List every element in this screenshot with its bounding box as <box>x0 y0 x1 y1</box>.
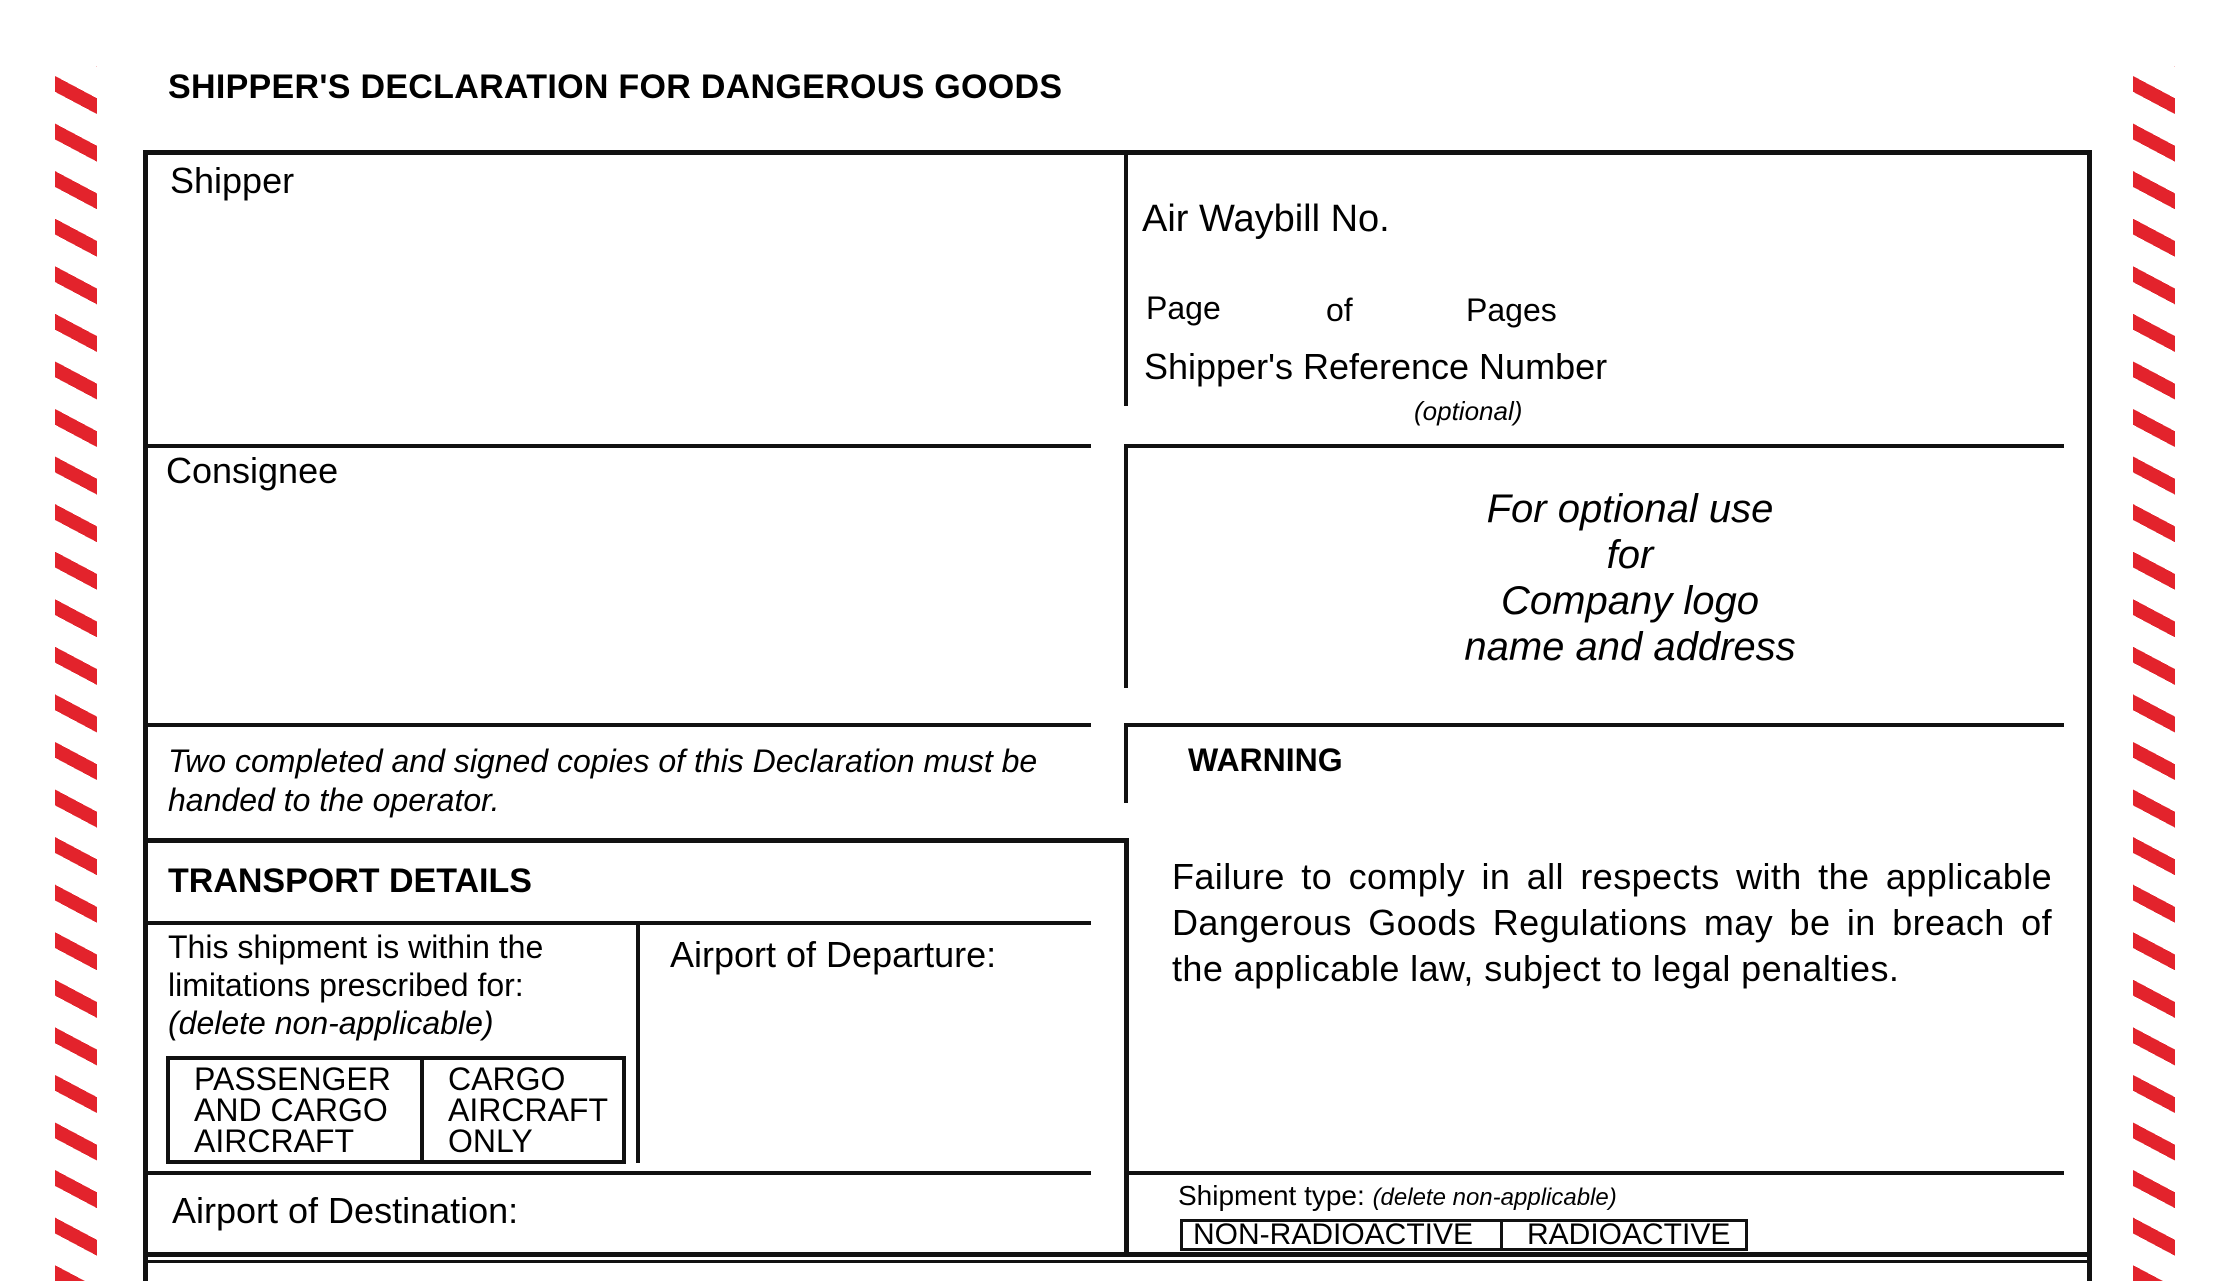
option-line: CARGO <box>448 1061 566 1097</box>
shipper-reference-note: (optional) <box>1414 396 1523 426</box>
option-line: AIRCRAFT <box>194 1123 354 1159</box>
aircraft-limitations-options <box>166 1056 626 1164</box>
option-line: PASSENGER <box>194 1061 391 1097</box>
copies-note: Two completed and signed copies of this Declaration must be handed to the operator. <box>168 743 1038 818</box>
airport-destination-field[interactable] <box>540 1180 1090 1246</box>
hazard-hatch-left <box>55 66 97 1281</box>
transport-details-heading: TRANSPORT DETAILS <box>168 862 532 900</box>
non-radioactive-option[interactable]: NON-RADIOACTIVE <box>1183 1222 1503 1248</box>
warning-heading: WARNING <box>1188 742 1343 778</box>
consignee-label: Consignee <box>166 450 339 491</box>
limitations-text <box>168 928 638 1042</box>
logo-area-line: for <box>1606 533 1654 577</box>
option-line: ONLY <box>448 1123 533 1159</box>
shipment-type-note: (delete non-applicable) <box>1372 1184 1617 1211</box>
shipper-field[interactable] <box>170 205 1100 435</box>
option-line: AND CARGO <box>194 1092 388 1128</box>
hazard-hatch-right <box>2133 66 2175 1281</box>
airport-destination-label: Airport of Destination: <box>172 1190 519 1231</box>
passenger-and-cargo-aircraft-option[interactable] <box>170 1060 424 1160</box>
shipment-type-options <box>1180 1219 1748 1251</box>
option-line: AIRCRAFT <box>448 1092 608 1128</box>
warning-text: Failure to comply in all respects with the applicable Dangerous Goods Regulations may be in breach of the applicable law, subject to legal penalties. <box>1172 856 2052 989</box>
logo-area-line: name and address <box>1464 625 1796 669</box>
limitations-note: (delete non-applicable) <box>168 1005 494 1041</box>
page-label: Page <box>1146 290 1221 326</box>
shipment-type-label: Shipment type: <box>1178 1180 1365 1211</box>
shipment-type-row <box>1178 1180 1617 1212</box>
logo-area-line: For optional use <box>1486 487 1774 531</box>
cargo-aircraft-only-option[interactable] <box>424 1060 622 1160</box>
radioactive-option[interactable]: RADIOACTIVE <box>1527 1218 1731 1251</box>
air-waybill-field[interactable] <box>1420 190 2060 250</box>
logo-area-line: Company logo <box>1501 579 1759 623</box>
airport-departure-field[interactable] <box>670 985 1090 1155</box>
consignee-field[interactable] <box>166 495 1086 715</box>
limitations-statement: This shipment is within the limitations prescribed for: <box>168 929 544 1003</box>
air-waybill-label: Air Waybill No. <box>1142 198 1390 240</box>
company-logo-area <box>1290 486 1970 670</box>
of-label: of <box>1326 292 1353 328</box>
shipper-reference-label: Shipper's Reference Number <box>1144 346 1608 387</box>
airport-departure-label: Airport of Departure: <box>670 934 997 975</box>
pages-label: Pages <box>1466 292 1557 328</box>
form-title: SHIPPER'S DECLARATION FOR DANGEROUS GOODS <box>168 68 1063 106</box>
shipper-label: Shipper <box>170 160 295 201</box>
